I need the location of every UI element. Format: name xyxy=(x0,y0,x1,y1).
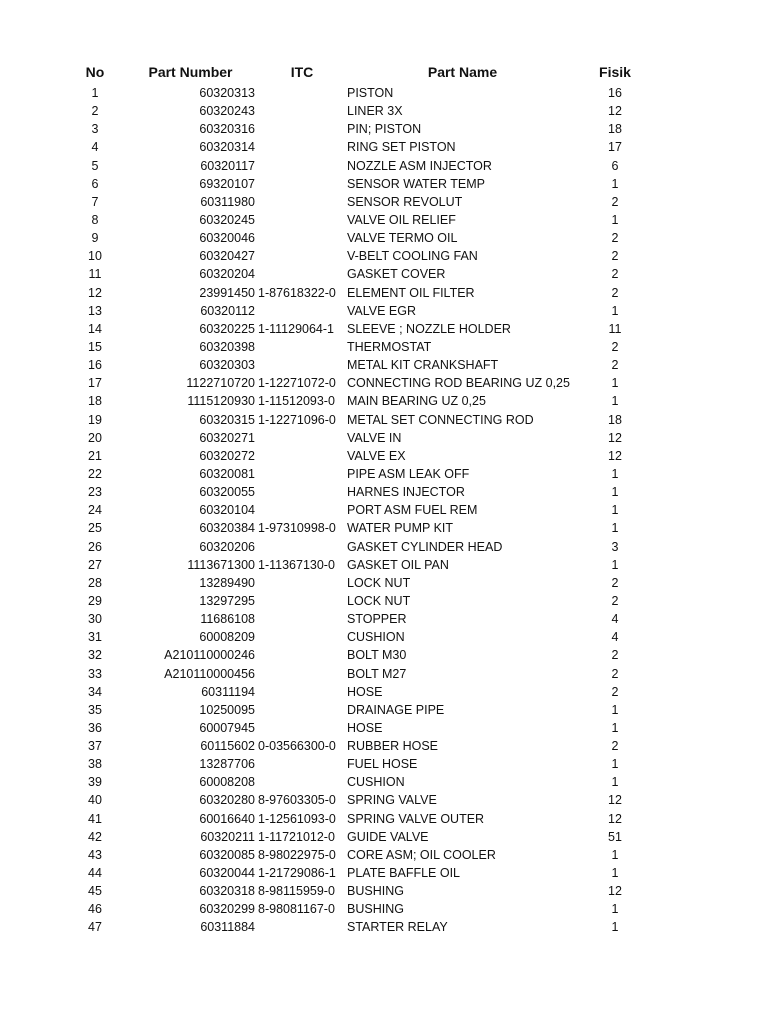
cell-part-number: 60320117 xyxy=(200,158,255,173)
cell-fisik: 12 xyxy=(608,430,622,445)
cell-no: 2 xyxy=(91,104,99,119)
cell-fisik: 12 xyxy=(608,448,622,463)
cell-itc: 8-98022975-0 xyxy=(258,847,336,862)
cell-part-number: 60320046 xyxy=(199,231,255,246)
cell-part-number: 60320271 xyxy=(199,430,255,445)
cell-no: 38 xyxy=(88,757,102,772)
cell-no: 47 xyxy=(88,920,102,935)
cell-fisik: 12 xyxy=(608,811,622,826)
cell-fisik: 1 xyxy=(611,376,619,391)
cell-part-number: 1113671300 xyxy=(187,557,255,572)
cell-no: 45 xyxy=(88,884,102,899)
cell-fisik: 1 xyxy=(611,702,619,717)
table-row xyxy=(0,356,768,374)
cell-fisik: 2 xyxy=(611,231,619,246)
cell-no: 22 xyxy=(88,466,102,481)
cell-no: 12 xyxy=(88,285,102,300)
cell-part-name: THERMOSTAT xyxy=(347,339,432,354)
cell-part-number: 60320315 xyxy=(199,412,255,427)
cell-fisik: 2 xyxy=(611,648,619,663)
cell-itc: 8-98081167-0 xyxy=(258,902,335,917)
cell-fisik: 2 xyxy=(611,684,619,699)
cell-part-name: HOSE xyxy=(347,684,383,699)
cell-part-number: 60320427 xyxy=(199,249,255,264)
table-row xyxy=(0,320,768,338)
cell-itc: 1-87618322-0 xyxy=(258,285,336,300)
cell-part-number: 60320104 xyxy=(199,503,255,518)
cell-no: 18 xyxy=(88,394,102,409)
table-row xyxy=(0,338,768,356)
table-row xyxy=(0,175,768,193)
cell-fisik: 1 xyxy=(611,775,619,790)
cell-fisik: 2 xyxy=(611,285,619,300)
parts-table xyxy=(0,62,768,937)
cell-part-number: 60320243 xyxy=(199,104,255,119)
cell-part-number: 60320204 xyxy=(199,267,255,282)
table-row xyxy=(0,102,768,120)
cell-fisik: 4 xyxy=(611,630,619,645)
cell-part-number: 1115120930 xyxy=(187,394,255,409)
cell-part-name: VALVE TERMO OIL xyxy=(347,231,458,246)
cell-part-name: CONNECTING ROD BEARING UZ 0,25 xyxy=(347,376,570,391)
cell-part-number: 60320384 xyxy=(199,521,255,536)
cell-itc: 1-11512093-0 xyxy=(258,394,335,409)
cell-part-name: SPRING VALVE OUTER xyxy=(347,811,485,826)
cell-fisik: 1 xyxy=(611,920,619,935)
cell-part-name: VALVE EGR xyxy=(347,303,417,318)
cell-part-number: 60008209 xyxy=(199,630,255,645)
cell-part-number: 10250095 xyxy=(199,702,255,717)
cell-no: 9 xyxy=(91,231,99,246)
table-row xyxy=(0,574,768,592)
cell-part-name: METAL KIT CRANKSHAFT xyxy=(347,358,499,373)
cell-fisik: 12 xyxy=(608,793,622,808)
cell-part-name: PLATE BAFFLE OIL xyxy=(347,866,461,881)
cell-fisik: 2 xyxy=(611,194,619,209)
cell-no: 33 xyxy=(88,666,102,681)
table-row xyxy=(0,429,768,447)
cell-no: 42 xyxy=(88,829,102,844)
cell-part-number: 60320211 xyxy=(200,829,255,844)
table-row xyxy=(0,519,768,537)
table-row xyxy=(0,665,768,683)
table-row xyxy=(0,864,768,882)
table-row xyxy=(0,755,768,773)
cell-part-name: BUSHING xyxy=(347,902,404,917)
table-row xyxy=(0,229,768,247)
cell-no: 28 xyxy=(88,575,102,590)
table-row xyxy=(0,791,768,809)
cell-part-name: BUSHING xyxy=(347,884,404,899)
cell-part-name: FUEL HOSE xyxy=(347,757,418,772)
cell-no: 36 xyxy=(88,720,102,735)
cell-part-number: 60320303 xyxy=(199,358,255,373)
cell-no: 40 xyxy=(88,793,102,808)
cell-fisik: 1 xyxy=(611,394,619,409)
cell-part-name: DRAINAGE PIPE xyxy=(347,702,445,717)
cell-part-name: GASKET OIL PAN xyxy=(347,557,449,572)
cell-part-name: SENSOR WATER TEMP xyxy=(347,176,485,191)
cell-part-name: VALVE EX xyxy=(347,448,406,463)
cell-no: 37 xyxy=(88,739,102,754)
cell-fisik: 3 xyxy=(611,539,619,554)
cell-part-number: 60320280 xyxy=(199,793,255,808)
cell-fisik: 11 xyxy=(608,321,622,336)
cell-part-name: SPRING VALVE xyxy=(347,793,437,808)
cell-fisik: 51 xyxy=(608,829,622,844)
table-row xyxy=(0,737,768,755)
cell-part-name: PIN; PISTON xyxy=(347,122,422,137)
cell-part-name: WATER PUMP KIT xyxy=(347,521,454,536)
cell-part-number: 69320107 xyxy=(199,176,255,191)
cell-fisik: 18 xyxy=(608,412,622,427)
cell-part-number: 60115602 xyxy=(200,739,255,754)
table-header xyxy=(0,62,768,84)
cell-part-number: 60320055 xyxy=(199,485,255,500)
cell-fisik: 12 xyxy=(608,104,622,119)
cell-part-number: 60320206 xyxy=(199,539,255,554)
cell-part-number: 60320112 xyxy=(200,303,255,318)
cell-no: 6 xyxy=(91,176,99,191)
cell-no: 11 xyxy=(88,267,102,282)
cell-part-number: 13289490 xyxy=(199,575,255,590)
cell-no: 39 xyxy=(88,775,102,790)
table-body xyxy=(0,84,768,937)
cell-itc: 1-21729086-1 xyxy=(258,866,336,881)
cell-no: 19 xyxy=(88,412,102,427)
cell-part-name: CUSHION xyxy=(347,630,405,645)
cell-part-number: 60320044 xyxy=(199,866,255,881)
cell-no: 25 xyxy=(88,521,102,536)
cell-fisik: 1 xyxy=(611,466,619,481)
cell-no: 32 xyxy=(88,648,102,663)
table-row xyxy=(0,157,768,175)
cell-fisik: 1 xyxy=(611,521,619,536)
cell-part-name: VALVE IN xyxy=(347,430,402,445)
cell-no: 3 xyxy=(91,122,99,137)
cell-part-name: STOPPER xyxy=(347,612,407,627)
cell-part-name: SLEEVE ; NOZZLE HOLDER xyxy=(347,321,511,336)
cell-fisik: 1 xyxy=(611,757,619,772)
cell-itc: 1-11721012-0 xyxy=(258,829,335,844)
cell-no: 14 xyxy=(88,321,102,336)
cell-fisik: 12 xyxy=(608,884,622,899)
cell-itc: 1-12271072-0 xyxy=(258,376,336,391)
cell-no: 7 xyxy=(91,194,99,209)
cell-part-number: 60320272 xyxy=(199,448,255,463)
cell-no: 15 xyxy=(88,339,102,354)
cell-part-name: GASKET COVER xyxy=(347,267,446,282)
table-row xyxy=(0,610,768,628)
cell-part-name: CORE ASM; OIL COOLER xyxy=(347,847,496,862)
header-fisik: Fisik xyxy=(599,64,631,80)
cell-part-number: 60008208 xyxy=(199,775,255,790)
cell-part-number: 60320314 xyxy=(199,140,255,155)
cell-part-name: LINER 3X xyxy=(347,104,403,119)
cell-part-number: 60016640 xyxy=(199,811,255,826)
table-row xyxy=(0,592,768,610)
table-row xyxy=(0,84,768,102)
cell-part-name: SENSOR REVOLUT xyxy=(347,194,463,209)
cell-part-number: 60320085 xyxy=(199,847,255,862)
table-row xyxy=(0,193,768,211)
table-row xyxy=(0,211,768,229)
cell-no: 26 xyxy=(88,539,102,554)
cell-itc: 8-97603305-0 xyxy=(258,793,336,808)
cell-fisik: 1 xyxy=(611,847,619,862)
table-row xyxy=(0,138,768,156)
cell-part-number: 23991450 xyxy=(199,285,255,300)
cell-fisik: 1 xyxy=(611,303,619,318)
cell-part-number: 60320318 xyxy=(199,884,255,899)
table-row xyxy=(0,501,768,519)
cell-part-name: RUBBER HOSE xyxy=(347,739,438,754)
cell-part-name: MAIN BEARING UZ 0,25 xyxy=(347,394,486,409)
cell-no: 13 xyxy=(88,303,102,318)
cell-fisik: 2 xyxy=(611,575,619,590)
table-row xyxy=(0,374,768,392)
cell-part-number: 60311884 xyxy=(200,920,255,935)
table-row xyxy=(0,284,768,302)
cell-no: 5 xyxy=(91,158,99,173)
cell-fisik: 1 xyxy=(611,176,619,191)
table-row xyxy=(0,411,768,429)
cell-part-name: ELEMENT OIL FILTER xyxy=(347,285,475,300)
cell-itc: 1-11367130-0 xyxy=(258,557,335,572)
cell-itc: 1-12561093-0 xyxy=(258,811,336,826)
cell-part-name: RING SET PISTON xyxy=(347,140,456,155)
cell-fisik: 2 xyxy=(611,739,619,754)
cell-part-name: GASKET CYLINDER HEAD xyxy=(347,539,503,554)
header-itc: ITC xyxy=(290,64,314,80)
cell-fisik: 18 xyxy=(608,122,622,137)
cell-no: 35 xyxy=(88,702,102,717)
cell-part-number: 13287706 xyxy=(199,757,255,772)
table-row xyxy=(0,810,768,828)
cell-no: 17 xyxy=(88,376,102,391)
cell-part-number: 60320245 xyxy=(199,212,255,227)
cell-no: 41 xyxy=(88,811,102,826)
cell-itc: 1-97310998-0 xyxy=(258,521,336,536)
cell-fisik: 17 xyxy=(608,140,622,155)
cell-no: 29 xyxy=(88,593,102,608)
cell-part-number: 11686108 xyxy=(200,612,255,627)
table-row xyxy=(0,628,768,646)
cell-no: 34 xyxy=(88,684,102,699)
cell-part-name: CUSHION xyxy=(347,775,405,790)
cell-no: 1 xyxy=(91,86,99,100)
cell-fisik: 1 xyxy=(611,720,619,735)
cell-fisik: 1 xyxy=(611,212,619,227)
table-row xyxy=(0,683,768,701)
header-part-name: Part Name xyxy=(427,64,498,80)
cell-fisik: 2 xyxy=(611,249,619,264)
table-row xyxy=(0,120,768,138)
table-row xyxy=(0,447,768,465)
cell-fisik: 1 xyxy=(611,557,619,572)
table-row xyxy=(0,773,768,791)
cell-fisik: 2 xyxy=(611,339,619,354)
cell-part-number: 60007945 xyxy=(199,720,255,735)
cell-fisik: 2 xyxy=(611,358,619,373)
cell-part-number: 1122710720 xyxy=(186,376,255,391)
table-row xyxy=(0,392,768,410)
cell-part-name: HOSE xyxy=(347,720,383,735)
cell-part-number: 13297295 xyxy=(199,593,255,608)
cell-fisik: 1 xyxy=(611,503,619,518)
table-row xyxy=(0,483,768,501)
cell-part-name: BOLT M30 xyxy=(347,648,407,663)
header-part-number: Part Number xyxy=(148,64,233,80)
cell-no: 31 xyxy=(88,630,102,645)
cell-fisik: 6 xyxy=(611,158,619,173)
cell-part-name: VALVE OIL RELIEF xyxy=(347,212,456,227)
cell-no: 8 xyxy=(91,212,99,227)
cell-fisik: 4 xyxy=(611,612,619,627)
table-row xyxy=(0,828,768,846)
table-row xyxy=(0,646,768,664)
cell-fisik: 2 xyxy=(611,666,619,681)
cell-itc: 1-12271096-0 xyxy=(258,412,336,427)
cell-itc: 0-03566300-0 xyxy=(258,739,336,754)
cell-part-number: 60320299 xyxy=(199,902,255,917)
table-row xyxy=(0,556,768,574)
cell-part-number: A210110000246 xyxy=(164,648,255,663)
table-row xyxy=(0,538,768,556)
cell-fisik: 2 xyxy=(611,267,619,282)
cell-part-name: LOCK NUT xyxy=(347,593,411,608)
cell-no: 30 xyxy=(88,612,102,627)
cell-fisik: 1 xyxy=(611,866,619,881)
table-row xyxy=(0,247,768,265)
table-row xyxy=(0,465,768,483)
cell-part-name: METAL SET CONNECTING ROD xyxy=(347,412,534,427)
table-row xyxy=(0,846,768,864)
cell-part-name: PIPE ASM LEAK OFF xyxy=(347,466,470,481)
cell-part-number: 60320081 xyxy=(199,466,255,481)
table-row xyxy=(0,900,768,918)
cell-part-number: 60320225 xyxy=(199,321,255,336)
cell-fisik: 1 xyxy=(611,485,619,500)
cell-part-name: HARNES INJECTOR xyxy=(347,485,465,500)
cell-fisik: 16 xyxy=(608,86,622,100)
cell-no: 20 xyxy=(88,430,102,445)
cell-fisik: 1 xyxy=(611,902,619,917)
table-row xyxy=(0,701,768,719)
cell-itc: 8-98115959-0 xyxy=(258,884,335,899)
cell-no: 46 xyxy=(88,902,102,917)
cell-part-name: GUIDE VALVE xyxy=(347,829,429,844)
cell-itc: 1-11129064-1 xyxy=(258,321,334,336)
table-row xyxy=(0,265,768,283)
header-no: No xyxy=(85,64,105,80)
cell-no: 23 xyxy=(88,485,102,500)
cell-part-name: V-BELT COOLING FAN xyxy=(347,249,478,264)
cell-part-number: 60320398 xyxy=(199,339,255,354)
cell-no: 27 xyxy=(88,557,102,572)
cell-part-number: 60320313 xyxy=(199,86,255,100)
cell-no: 16 xyxy=(88,358,102,373)
cell-no: 43 xyxy=(88,847,102,862)
cell-part-number: 60311980 xyxy=(200,194,255,209)
cell-fisik: 2 xyxy=(611,593,619,608)
cell-part-number: 60311194 xyxy=(201,684,255,699)
cell-part-name: LOCK NUT xyxy=(347,575,411,590)
table-row xyxy=(0,302,768,320)
cell-no: 44 xyxy=(88,866,102,881)
cell-part-number: 60320316 xyxy=(199,122,255,137)
cell-no: 24 xyxy=(88,503,102,518)
cell-part-name: STARTER RELAY xyxy=(347,920,448,935)
table-row xyxy=(0,918,768,936)
table-row xyxy=(0,882,768,900)
cell-part-name: PORT ASM FUEL REM xyxy=(347,503,478,518)
cell-part-name: NOZZLE ASM INJECTOR xyxy=(347,158,492,173)
table-row xyxy=(0,719,768,737)
cell-part-name: PISTON xyxy=(347,86,394,100)
cell-no: 4 xyxy=(91,140,99,155)
cell-part-name: BOLT M27 xyxy=(347,666,407,681)
cell-no: 21 xyxy=(88,448,102,463)
cell-no: 10 xyxy=(88,249,102,264)
cell-part-number: A210110000456 xyxy=(164,666,255,681)
